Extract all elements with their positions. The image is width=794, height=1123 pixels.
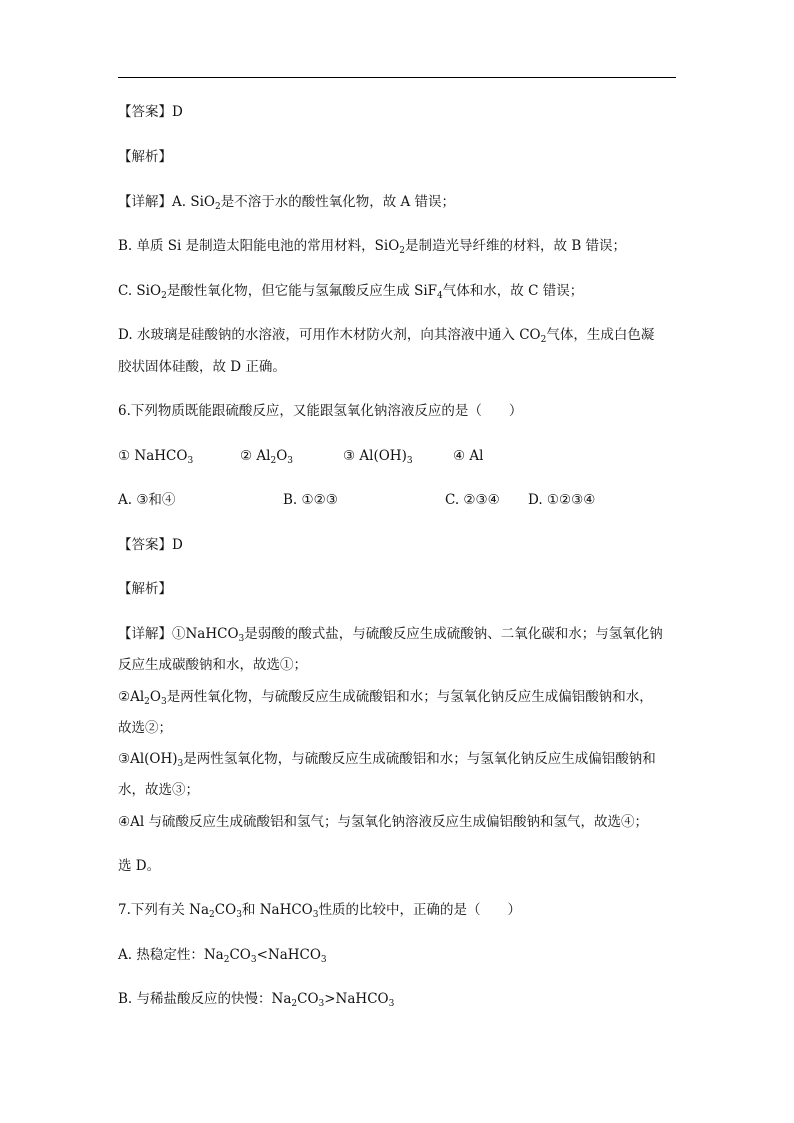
q6-conclusion: 选 D。 (118, 858, 161, 874)
q6-item-2: ② $Al_2O_3$ (240, 448, 294, 466)
q6-answer: 【答案】D (118, 537, 183, 553)
q6-detail-1-line1: 【详解】①NaHCO$_3$是弱酸的酸式盐，与硫酸反应生成硫酸钠、二氧化碳和水；与氢氧化钠 (118, 626, 663, 644)
q6-option-c: C. ②③④ (445, 492, 500, 508)
q5-detail-c: C. SiO$_2$是酸性氧化物，但它能与氢氟酸反应生成 SiF$_4$气体和水，故 C 错误； (118, 283, 584, 301)
q6-detail-3-line2: 水，故选③； (118, 782, 199, 798)
q5-detail-b: B. 单质 Si 是制造太阳能电池的常用材料，SiO$_2$是制造光导纤维的材料，故 B 错误； (118, 238, 627, 256)
q7-option-b: B. 与稀盐酸反应的快慢：$Na_2CO_3>NaHCO_3$ (118, 991, 395, 1009)
q6-option-d: D. ①②③④ (528, 492, 596, 508)
q6-question: 6.下列物质既能跟硫酸反应，又能跟氢氧化钠溶液反应的是（ ） (118, 403, 523, 419)
q6-detail-4: ④Al 与硫酸反应生成硫酸铝和氢气；与氢氧化钠溶液反应生成偏铝酸钠和氢气，故选④； (118, 814, 648, 830)
header-rule (118, 77, 676, 78)
q6-detail-2-line2: 故选②； (118, 720, 172, 736)
q6-option-b: B. ①②③ (283, 492, 338, 508)
q5-analysis-heading: 【解析】 (118, 149, 172, 165)
q7-option-a: A. 热稳定性：$Na_2CO_3<NaHCO_3$ (118, 947, 327, 965)
q5-detail-d-line2: 胶状固体硅酸，故 D 正确。 (118, 359, 286, 375)
q6-detail-1-line2: 反应生成碳酸钠和水，故选①； (118, 657, 307, 673)
q6-option-a: A. ③和④ (118, 492, 176, 508)
q7-question: 7.下列有关 $Na_2CO_3$和 NaHCO$_3$性质的比较中，正确的是（ ） (118, 902, 521, 920)
q6-item-1: ① NaHCO$_3$ (118, 448, 194, 466)
q6-detail-3-line1: $③Al(OH)_3$是两性氢氧化物，与硫酸反应生成硫酸铝和水；与氢氧化钠反应生成偏铝酸钠和 (118, 751, 656, 769)
q5-detail-a: 【详解】A. SiO$_2$是不溶于水的酸性氧化物，故 A 错误； (118, 194, 456, 212)
q5-answer: 【答案】D (118, 104, 183, 120)
q6-item-3: ③ $Al(OH)_3$ (343, 448, 413, 466)
q6-item-4: ④ Al (453, 448, 484, 464)
q6-analysis-heading: 【解析】 (118, 581, 172, 597)
q5-detail-d-line1: D. 水玻璃是硅酸钠的水溶液，可用作木材防火剂，向其溶液中通入 $CO_2$气体，生成白色凝 (118, 327, 655, 345)
q6-detail-2-line1: $②Al_2O_3$是两性氧化物，与硫酸反应生成硫酸铝和水；与氢氧化钠反应生成偏铝酸钠和水， (118, 689, 653, 707)
